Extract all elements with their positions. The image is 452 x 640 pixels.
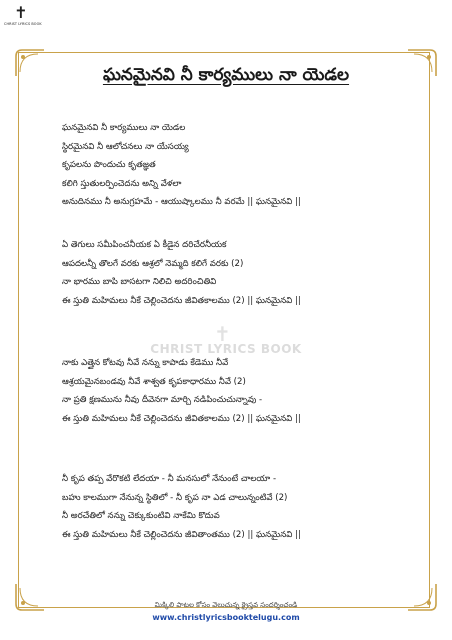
lyric-line: నా భారము బాపి బాసటగా నిలిచి అదరించితివి — [62, 277, 217, 288]
logo-text: CHRIST LYRICS BOOK — [4, 22, 42, 26]
lyric-line: నాకు ఎత్తైన కోటవు నీవే నన్ను కాపాడు కేడెము నీవే — [62, 358, 229, 368]
lyric-line: ఈ స్తుతి మహిమలు నీకే చెల్లించెదను జీవితకాలము (2) || ఘనమైనవి || — [62, 413, 301, 424]
site-logo — [4, 3, 42, 40]
lyric-line: ఏ తెగులు సమీపించనీయక ఏ కీడైన దరిచేరనీయక — [62, 240, 227, 250]
stanza-4 — [62, 470, 422, 544]
watermark-logo-icon: ✝ — [214, 322, 231, 346]
watermark: CHRIST LYRICS BOOK — [150, 342, 302, 356]
stanza-3 — [62, 354, 422, 428]
lyric-line: ఘనమైనవి నీ కార్యములు నా యెడల — [62, 123, 186, 133]
lyric-line: నీ కృప తప్ప వేరొకటి లేదయా - నీ మనసులో నేనుంటే చాలయా - — [62, 474, 277, 484]
lyric-line: ఈ స్తుతి మహిమలు నీకే చెల్లించెదను జీవితకాలము (2) || ఘనమైనవి || — [62, 295, 301, 306]
lyric-line: ఆశ్రయమైనబండవు నీవే శాశ్వత కృపకాధారము నీవే (2) — [62, 376, 246, 387]
footer-note: మిక్కిలి పాటల కోసం వెలుచున్న క్రైస్తవ సందర్శించండి — [154, 601, 298, 609]
stanza-2 — [62, 236, 422, 310]
lyric-line: స్థిరమైనవి నీ ఆలోచనలు నా యేసయ్య — [62, 141, 189, 152]
lyric-line: బహు కాలముగా నేనున్న స్థితిలో - నీ కృప నా ఎడ చాలున్నంటివే (2) — [62, 492, 288, 503]
lyric-line: అనుదినము నీ అనుగ్రహమే - ఆయుష్కాలము నీ వరమే || ఘనమైనవి || — [62, 197, 301, 208]
lyric-line: ఈ స్తుతి మహిమలు నీకే చెల్లించెదను జీవితాంతము (2) || ఘనమైనవి || — [62, 529, 301, 540]
lyric-line: కృపలను పొందుచు కృతజ్ఞత — [62, 160, 156, 171]
fish-cross-icon: ✝ — [14, 3, 28, 22]
lyric-line: నా ప్రతి క్షణమును నీవు దీవెనగా మార్చి నడిపించుచున్నావు - — [62, 395, 263, 406]
stanza-1 — [62, 119, 422, 212]
website-link[interactable]: www.christlyricsbooktelugu.com — [152, 613, 300, 622]
lyric-line: కలిగి స్తుతులర్పించెదను అన్ని వేళలా — [62, 178, 182, 189]
lyric-line: నీ అరచేతిలో నన్ను చెక్కుకుంటివి నాకేమి కొదువ — [62, 511, 220, 522]
lyric-line: ఆపదలన్నీ తొలగే వరకు ఆశ్రలో నెమ్మది కలిగే వరకు (2) — [62, 258, 244, 269]
song-title: ఘనమైనవి నీ కార్యములు నా యెడల — [102, 65, 350, 85]
